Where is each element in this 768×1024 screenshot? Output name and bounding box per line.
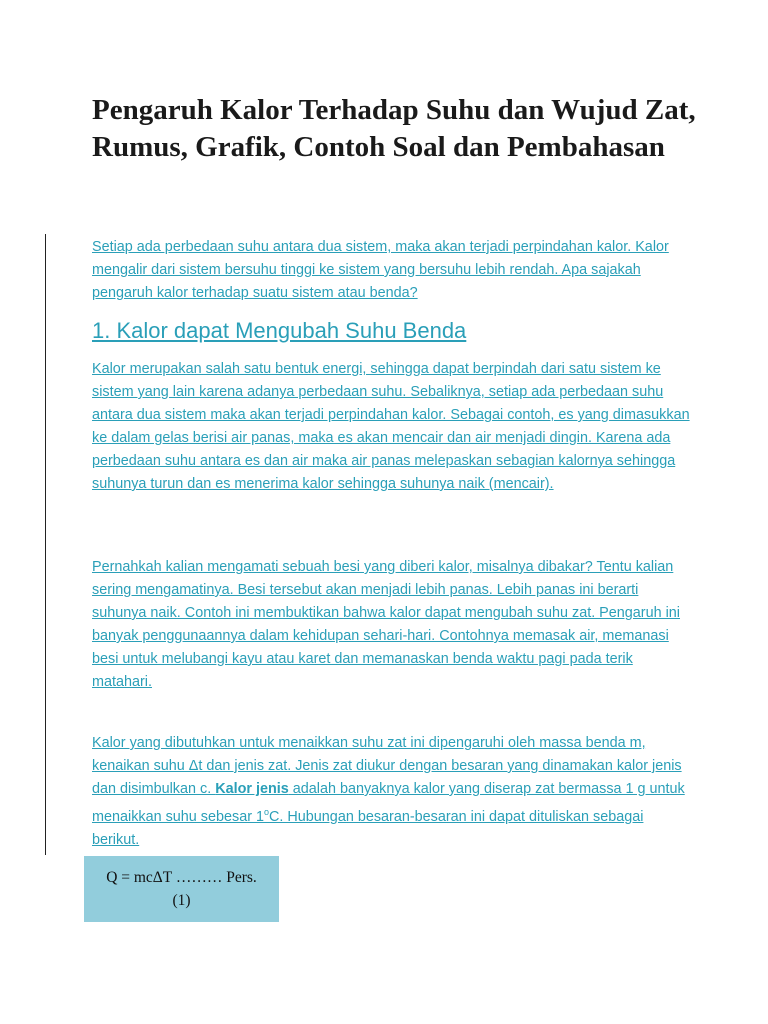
paragraph-3[interactable] xyxy=(92,732,692,852)
formula-box xyxy=(84,856,279,922)
kalor-jenis-term: Kalor jenis xyxy=(215,781,289,797)
paragraph-3-text-a: Kalor yang dibutuhkan untuk menaikkan suhu zat ini dipengaruhi oleh massa benda m, kenaikan suhu Δt dan jenis zat. Jenis zat diukur dengan besaran yang dinamakan kalor jenis dan disimbulkan c. xyxy=(92,735,682,797)
section-heading[interactable]: 1. Kalor dapat Mengubah Suhu Benda xyxy=(92,318,467,343)
intro-paragraph[interactable]: Setiap ada perbedaan suhu antara dua sistem, maka akan terjadi perpindahan kalor. Kalor mengalir dari sistem bersuhu tinggi ke sistem yang bersuhu lebih rendah. Apa sajakah pengaruh kalor terhadap suatu sistem atau benda? xyxy=(92,239,669,301)
margin-change-bar xyxy=(45,234,46,855)
document-title: Pengaruh Kalor Terhadap Suhu dan Wujud Zat, Rumus, Grafik, Contoh Soal dan Pembahasan xyxy=(92,94,696,163)
formula-line-2: (1) xyxy=(172,892,191,909)
paragraph-3-text-b: adalah banyaknya kalor yang diserap zat bermassa 1 g untuk menaikkan suhu sebesar 1 xyxy=(92,781,685,825)
paragraph-1[interactable]: Kalor merupakan salah satu bentuk energi, sehingga dapat berpindah dari satu sistem ke sistem yang lain karena adanya perbedaan suhu. Sebaliknya, setiap ada perbedaan suhu antara dua sistem maka akan terjadi perpindahan kalor. Sebagai contoh, es yang dimasukkan ke dalam gelas berisi air panas, maka es akan mencair dan air menjadi dingin. Karena ada perbedaan suhu antara es dan air maka air panas melepaskan sebagian kalornya sehingga suhunya turun dan es menerima kalor sehingga suhunya naik (mencair). xyxy=(92,361,690,492)
paragraph-2[interactable]: Pernahkah kalian mengamati sebuah besi yang diberi kalor, misalnya dibakar? Tentu kalian sering mengamatinya. Besi tersebut akan menjadi lebih panas. Lebih panas ini berarti suhunya naik. Contoh ini membuktikan bahwa kalor dapat mengubah suhu zat. Pengaruh ini banyak penggunaannya dalam kehidupan sehari-hari. Contohnya memasak air, memanasi besi untuk melubangi kayu atau karet dan memanaskan benda waktu pagi pada terik matahari. xyxy=(92,559,680,690)
degree-mark: o xyxy=(264,807,270,817)
paragraph-3-text-c: C. Hubungan besaran-besaran ini dapat dituliskan sebagai berikut. xyxy=(92,808,644,848)
formula-line-1: Q = mcΔT ……… Pers. xyxy=(106,869,257,886)
